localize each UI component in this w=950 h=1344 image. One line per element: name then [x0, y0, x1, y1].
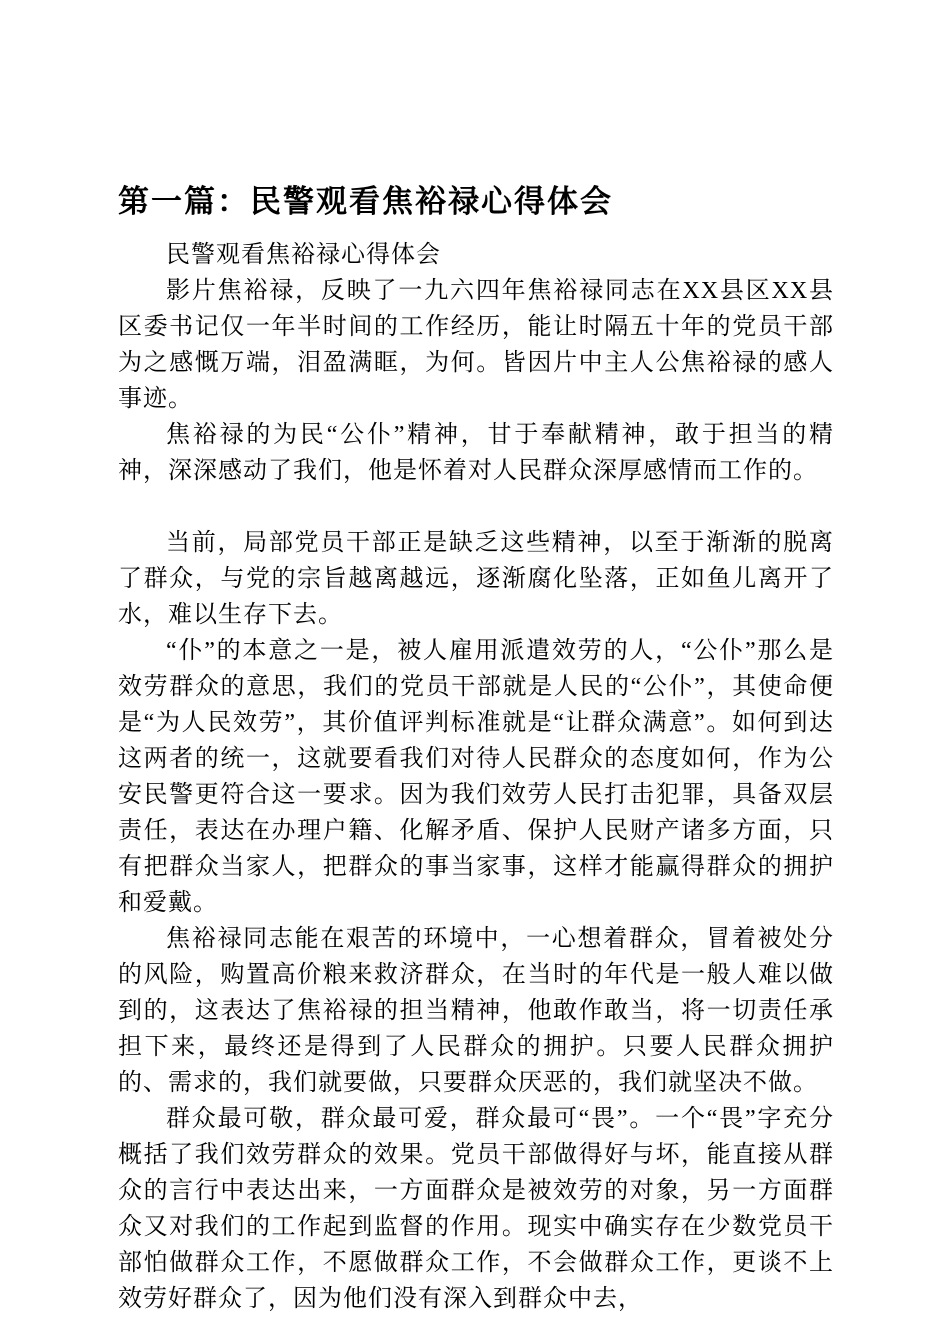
- paragraph: 群众最可敬，群众最可爱，群众最可“畏”。一个“畏”字充分概括了我们效劳群众的效果。党员干部做得好与坏，能直接从群众的言行中表达出来，一方面群众是被效劳的对象，另一方面群众又对我们的工作起到监督的作用。现实中确实存在少数党员干部怕做群众工作，不愿做群众工作，不会做群众工作，更谈不上效劳好群众了，因为他们没有深入到群众中去，: [118, 1106, 834, 1312]
- paragraph: “仆”的本意之一是，被人雇用派遣效劳的人，“公仆”那么是效劳群众的意思，我们的党员干部就是人民的“公仆”，其使命便是“为人民效劳”，其价值评判标准就是“让群众满意”。如何到达这两者的统一，这就要看我们对待人民群众的态度如何，作为公安民警更符合这一要求。因为我们效劳人民打击犯罪，具备双层责任，表达在办理户籍、化解矛盾、保护人民财产诸多方面，只有把群众当家人，把群众的事当家事，这样才能赢得群众的拥护和爱戴。: [118, 638, 834, 916]
- document-page: [118, 176, 834, 1317]
- paragraph: 影片焦裕禄，反映了一九六四年焦裕禄同志在XX县区XX县区委书记仅一年半时间的工作经历，能让时隔五十年的党员干部为之感慨万端，泪盈满眶，为何。皆因片中主人公焦裕禄的感人事迹。: [118, 278, 834, 412]
- paragraph: 焦裕禄的为民“公仆”精神，甘于奉献精神，敢于担当的精神，深深感动了我们，他是怀着对人民群众深厚感情而工作的。: [118, 422, 834, 484]
- paragraph: 当前，局部党员干部正是缺乏这些精神，以至于渐渐的脱离了群众，与党的宗旨越离越远，逐渐腐化坠落，正如鱼儿离开了水，难以生存下去。: [118, 530, 834, 628]
- paragraph: 民警观看焦裕禄心得体会: [166, 242, 441, 268]
- paragraph-blank-line: [118, 489, 834, 525]
- paragraph: 焦裕禄同志能在艰苦的环境中，一心想着群众，冒着被处分的风险，购置高价粮来救济群众，在当时的年代是一般人难以做到的，这表达了焦裕禄的担当精神，他敢作敢当，将一切责任承担下来，最终还是得到了人民群众的拥护。只要人民群众拥护的、需求的，我们就要做，只要群众厌恶的，我们就坚决不做。: [118, 926, 834, 1096]
- document-title: 第一篇：民警观看焦裕禄心得体会: [118, 184, 613, 219]
